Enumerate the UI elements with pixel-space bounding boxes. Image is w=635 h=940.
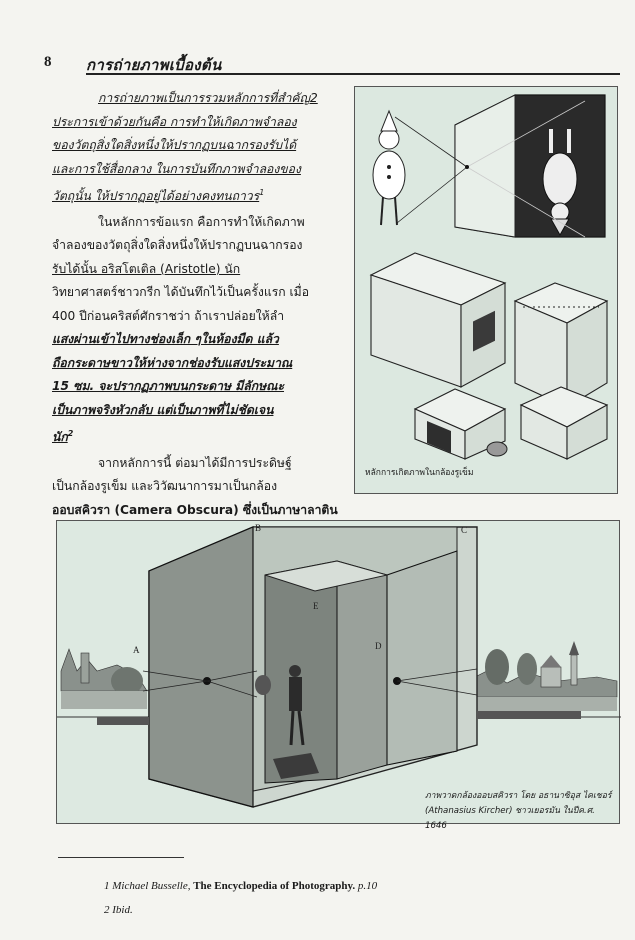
footnote-rule bbox=[58, 857, 184, 858]
text-line: แสงผ่านเข้าไปทางช่องเล็ก ๆในห้องมืด แล้ว bbox=[52, 332, 279, 347]
figure-pinhole-camera bbox=[354, 86, 618, 494]
label-b: B bbox=[255, 523, 262, 533]
text-line: ถือกระดาษขาวให้ห่างจากช่องรับแสงประมาณ bbox=[52, 355, 293, 370]
text-line: วิทยาศาสตร์ชาวกรีก ได้บันทึกไว้เป็นครั้งแรก เมื่อ bbox=[52, 285, 310, 300]
footnote-author: Michael Busselle, bbox=[112, 880, 191, 892]
caption-line: (Athanasius Kircher) ชาวเยอรมัน ในปีค.ศ. 1646 bbox=[425, 806, 595, 831]
footnote-number: 2 bbox=[104, 904, 110, 916]
paragraph-1 bbox=[52, 87, 342, 209]
caption-line: ภาพวาดกล้องออบสคิวรา โดย อธานาซิอุส ไคเชอร์ bbox=[425, 791, 612, 801]
text-line: นัก$^2$ bbox=[52, 429, 74, 445]
text-line: และการใช้สื่อกลาง ในการบันทึกภาพจำลองของ bbox=[52, 161, 301, 176]
footnote-number: 1 bbox=[104, 880, 110, 892]
text-line: รับได้นั้น อริสโตเติล (Aristotle) นัก bbox=[52, 261, 241, 276]
text-line: จำลองของวัตถุสิ่งใดสิ่งหนึ่งให้ปรากฏบนฉากรอง bbox=[52, 238, 303, 253]
paragraph-3 bbox=[52, 452, 342, 523]
footnote-ref-2: 2 bbox=[67, 429, 74, 439]
footnote-title: The Encyclopedia of Photography. bbox=[193, 880, 356, 892]
label-e: E bbox=[313, 601, 319, 611]
text-line: เป็นกล้องรูเข็ม และวิวัฒนาการมาเป็นกล้อง bbox=[52, 479, 278, 494]
label-c: C bbox=[461, 525, 468, 535]
body-text bbox=[52, 87, 342, 524]
footnote-1 bbox=[104, 874, 377, 898]
text-line: ในหลักการข้อแรก คือการทำให้เกิดภาพ bbox=[98, 214, 305, 229]
label-d: D bbox=[375, 641, 382, 651]
header-rule bbox=[86, 73, 620, 75]
text-line: ออบสคิวรา (Camera Obscura) ซึ่งเป็นภาษาลาติน bbox=[52, 502, 338, 517]
pinhole-illustration bbox=[355, 87, 619, 495]
text-line: เป็นภาพจริงหัวกลับ แต่เป็นภาพที่ไม่ชัดเจน bbox=[52, 402, 274, 417]
page-number: 8 bbox=[44, 54, 52, 70]
figure-camera-obscura bbox=[56, 520, 620, 831]
figure-2-caption bbox=[425, 789, 615, 834]
label-a: A bbox=[133, 645, 140, 655]
footnote-page: p.10 bbox=[357, 880, 378, 892]
figure-1-caption: หลักการเกิดภาพในกล้องรูเข็ม bbox=[365, 468, 474, 478]
footnotes bbox=[104, 874, 377, 922]
text-line: ของวัตถุสิ่งใดสิ่งหนึ่งให้ปรากฏบนฉากรองรับได้ bbox=[52, 138, 297, 152]
camera-obscura-illustration bbox=[57, 521, 621, 825]
text-line: 400 ปีก่อนคริสต์ศักราชว่า ถ้าเราปล่อยให้ลำ bbox=[52, 308, 285, 323]
text-line: ประการเข้าด้วยกันคือ การทำให้เกิดภาพจำลอง bbox=[52, 114, 297, 129]
paragraph-2 bbox=[52, 211, 342, 450]
footnote-author: Ibid. bbox=[112, 904, 133, 916]
chapter-title: การถ่ายภาพเบื้องต้น bbox=[86, 56, 222, 74]
text-line: 15 ซม. จะปรากฏภาพบนกระดาษ มีลักษณะ bbox=[52, 379, 285, 394]
page-header bbox=[30, 52, 620, 76]
text-line: การถ่ายภาพเป็นการรวมหลักการที่สำคัญ2 bbox=[98, 91, 318, 105]
text-line: จากหลักการนี้ ต่อมาได้มีการประดิษฐ์ bbox=[98, 455, 292, 470]
footnote-2 bbox=[104, 898, 377, 922]
text-line: วัตถุนั้น ให้ปรากฏอยู่ได้อย่างคงทนถาวร$^1$ bbox=[52, 188, 265, 204]
footnote-ref-1: 1 bbox=[259, 188, 265, 197]
